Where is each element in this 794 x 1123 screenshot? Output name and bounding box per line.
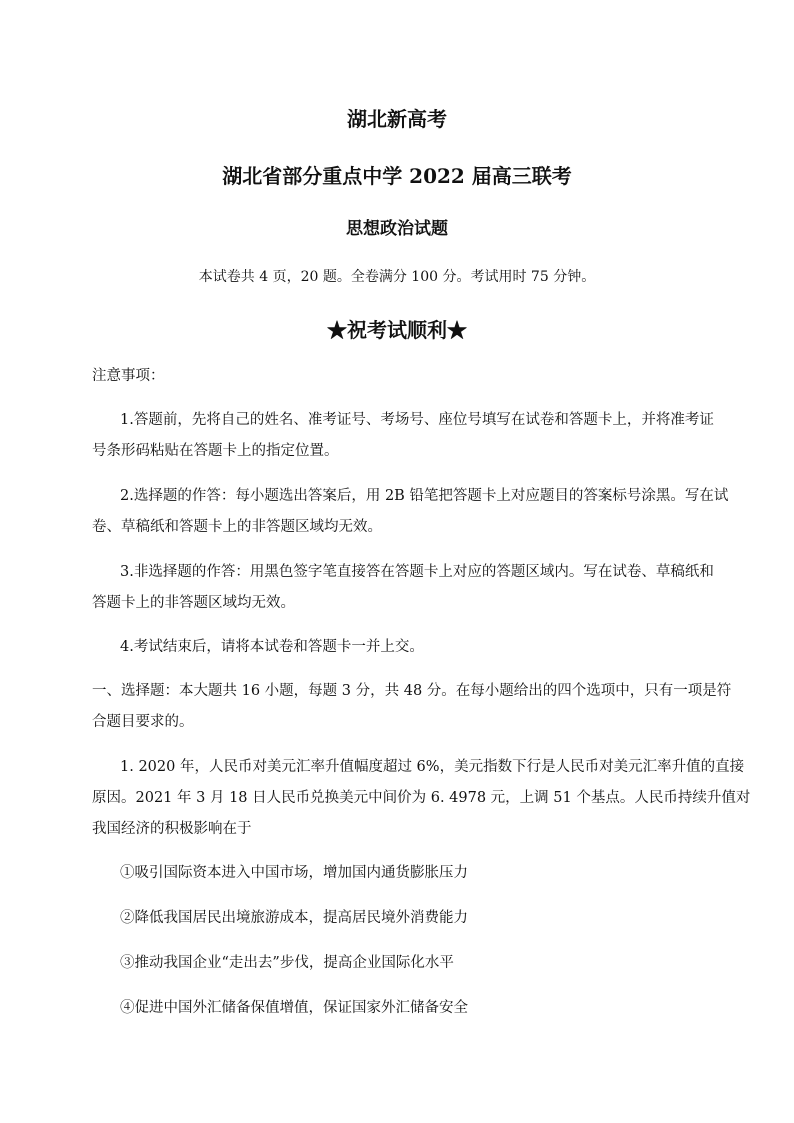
question-1-stem-line-2: 原因。2021 年 3 月 18 日人民币兑换美元中间价为 6. 4978 元，上调 51 个基点。人民币持续升值对	[92, 790, 751, 806]
note-3-line-1: 3.非选择题的作答：用黑色签字笔直接答在答题卡上对应的答题区域内。写在试卷、草稿纸和	[120, 564, 714, 580]
question-1-option-1: ①吸引国际资本进入中国市场，增加国内通货膨胀压力	[120, 865, 468, 881]
question-1-option-4: ④促进中国外汇储备保值增值，保证国家外汇储备安全	[120, 1000, 468, 1016]
note-1-line-1: 1.答题前，先将自己的姓名、准考证号、考场号、座位号填写在试卷和答题卡上，并将准考证	[120, 412, 714, 428]
note-3-line-2: 答题卡上的非答题区域均无效。	[92, 595, 295, 611]
note-2-line-1: 2.选择题的作答：每小题选出答案后，用 2B 铅笔把答题卡上对应题目的答案标号涂黑。写在试	[120, 488, 729, 504]
notes-heading: 注意事项：	[92, 368, 165, 384]
question-1-stem-line-3: 我国经济的积极影响在于	[92, 821, 252, 837]
note-1-line-2: 号条形码粘贴在答题卡上的指定位置。	[92, 443, 339, 459]
question-1-option-3: ③推动我国企业“走出去”步伐，提高企业国际化水平	[120, 955, 454, 971]
section-1-line-1: 一、选择题：本大题共 16 小题，每题 3 分，共 48 分。在每小题给出的四个选项中，只有一项是符	[92, 683, 732, 699]
note-4-line-1: 4.考试结束后，请将本试卷和答题卡一并上交。	[120, 639, 424, 655]
question-1-stem-line-1: 1. 2020 年，人民币对美元汇率升值幅度超过 6%，美元指数下行是人民币对美元汇率升值的直接	[120, 759, 745, 775]
section-1-line-2: 合题目要求的。	[92, 714, 194, 730]
question-1-option-2: ②降低我国居民出境旅游成本，提高居民境外消费能力	[120, 910, 468, 926]
note-2-line-2: 卷、草稿纸和答题卡上的非答题区域均无效。	[92, 519, 382, 535]
exam-meta: 本试卷共 4 页，20 题。全卷满分 100 分。考试用时 75 分钟。	[198, 269, 596, 285]
good-luck-banner: ★祝考试顺利★	[327, 318, 467, 342]
subject-title: 思想政治试题	[346, 219, 448, 239]
brand-title: 湖北新高考	[347, 107, 447, 131]
exam-title: 湖北省部分重点中学 2022 届高三联考	[222, 164, 572, 188]
